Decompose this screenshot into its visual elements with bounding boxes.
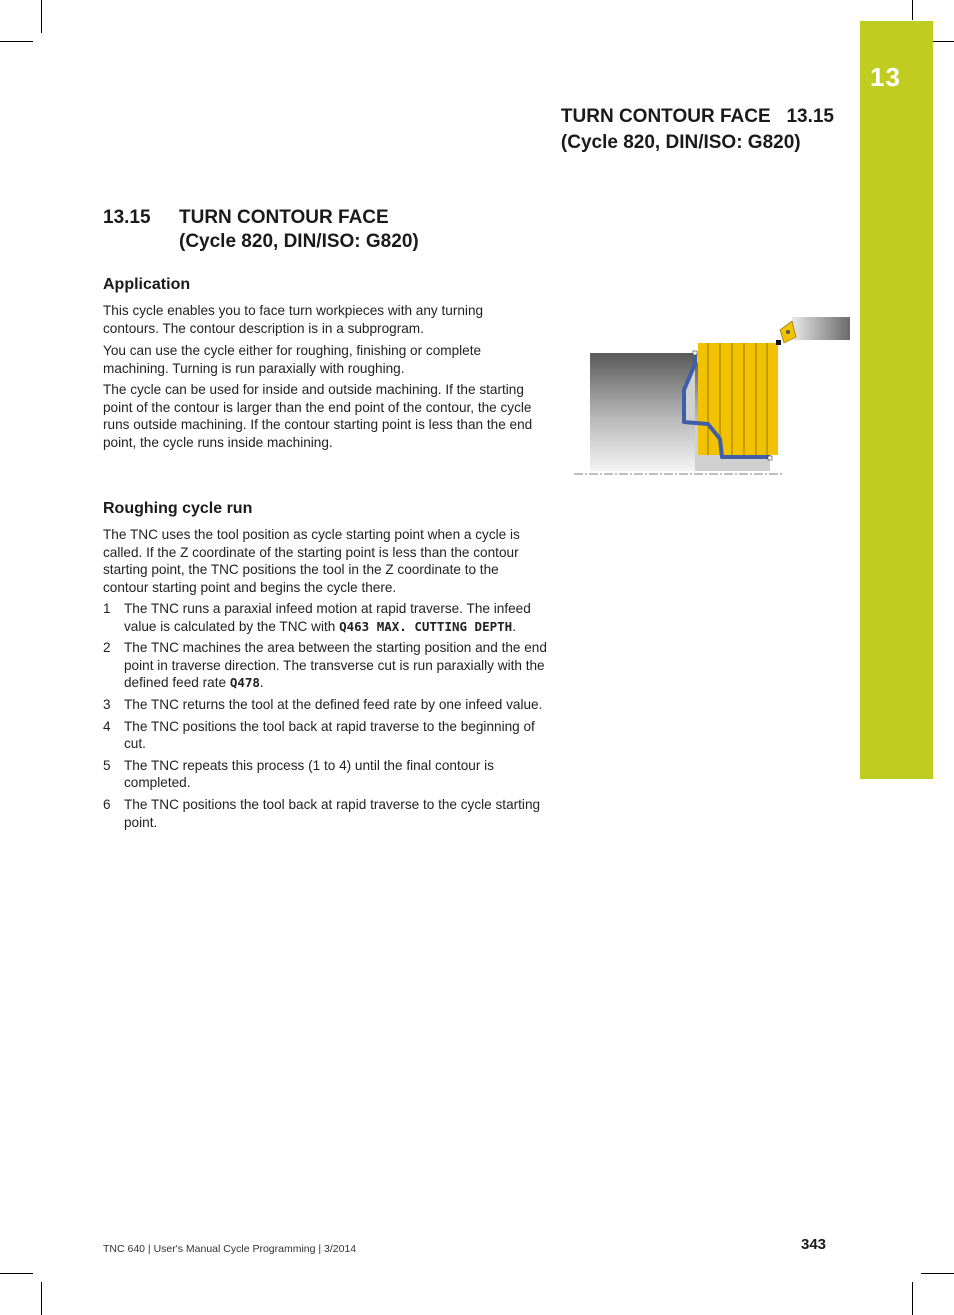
application-paragraph-2: You can use the cycle either for roughing, finishing or complete machining. Turning is run paraxially with roughing. [103, 343, 482, 376]
contour-start-point [693, 351, 697, 355]
section-title [103, 206, 419, 254]
page-number: 343 [801, 1236, 827, 1253]
tool-start-point [776, 340, 781, 345]
face-turning-diagram [574, 312, 854, 478]
crop-mark [912, 0, 913, 20]
running-header [561, 104, 834, 156]
crop-mark [41, 0, 42, 33]
section-title-line2: (Cycle 820, DIN/ISO: G820) [179, 231, 419, 252]
crop-mark [912, 1282, 913, 1315]
crop-mark [933, 41, 954, 42]
list-item: 1 The TNC runs a paraxial infeed motion at rapid traverse. The infeed value is calculated by the TNC with Q463 MAX. CUTTING DEPTH. [103, 601, 531, 634]
section-number: 13.15 [103, 207, 151, 228]
roughing-steps [103, 600, 548, 835]
crop-mark [41, 1282, 42, 1315]
section-title-line1: TURN CONTOUR FACE [179, 207, 389, 228]
crop-mark [0, 1273, 33, 1274]
insert-screw [786, 330, 790, 334]
running-header-line2: (Cycle 820, DIN/ISO: G820) [560, 132, 801, 153]
contour-end-point [768, 456, 772, 460]
roughing-heading: Roughing cycle run [103, 500, 253, 517]
roughing-intro: The TNC uses the tool position as cycle starting point when a cycle is called. If the Z coordinate of the starting point is less than the contour starting point, the TNC positions the tool in the Z coordinate to the contour starting point and begins the cycle there. [103, 527, 520, 595]
crop-mark [921, 1273, 954, 1274]
application-paragraph-1: This cycle enables you to face turn workpieces with any turning contours. The contour description is in a subprogram. [103, 303, 484, 336]
list-item: 3 The TNC returns the tool at the defined feed rate by one infeed value. [103, 696, 543, 712]
application-heading: Application [103, 276, 191, 293]
chapter-tab [860, 21, 933, 779]
list-item: 2 The TNC machines the area between the starting position and the end point in traverse direction. The transverse cut is run paraxially with the defined feed rate Q478. [103, 640, 547, 691]
workpiece [590, 353, 698, 471]
chapter-number: 13 [870, 62, 901, 92]
application-paragraph-3: The cycle can be used for inside and outside machining. If the starting point of the contour is larger than the end point of the contour, the cycle runs outside machining. If the contour starting point is less than the end point, the cycle runs inside machining. [103, 382, 533, 450]
running-header-line1: TURN CONTOUR FACE 13.15 [560, 106, 834, 127]
tool-holder [792, 317, 850, 340]
cut-area [698, 343, 778, 455]
list-item: 5 The TNC repeats this process (1 to 4) until the final contour is completed. [103, 757, 494, 791]
footer-text: TNC 640 | User's Manual Cycle Programming | 3/2014 [103, 1243, 357, 1255]
list-item: 4 The TNC positions the tool back at rapid traverse to the beginning of cut. [103, 718, 535, 752]
crop-mark [0, 41, 33, 42]
list-item: 6 The TNC positions the tool back at rapid traverse to the cycle starting point. [103, 796, 541, 830]
